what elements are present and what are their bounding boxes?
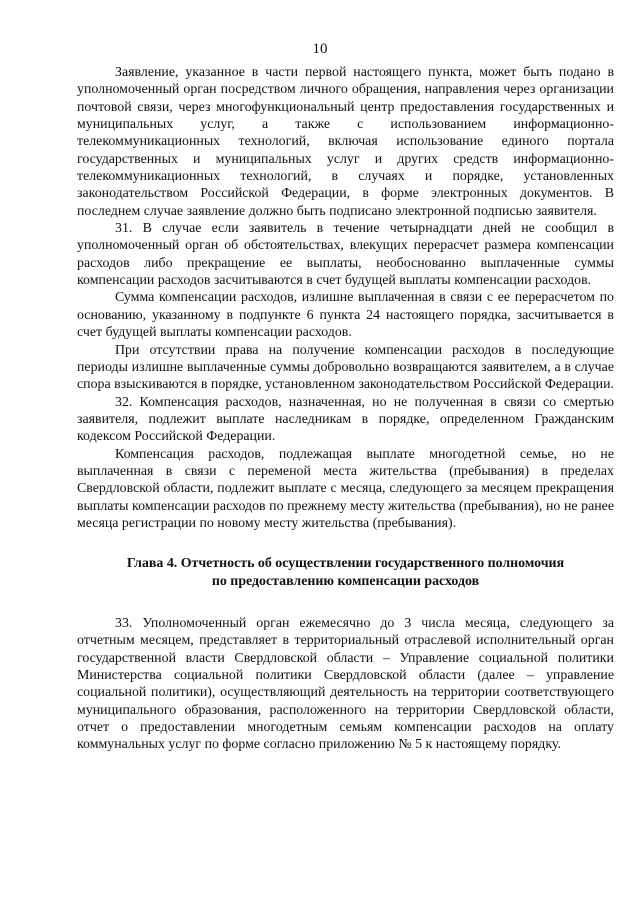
document-body (77, 64, 614, 754)
page-number: 10 (312, 41, 328, 57)
paragraph-change-of-residence: Компенсация расходов, подлежащая выплате многодетной семье, но не выплаченная в связи с переменой места жительства (пребывания) в пределах Свердловской области, подлежит выплате с месяца, следующего за месяцем прекращения выплаты компенсации расходов по прежнему месту жительства (пребывания), но не ранее месяца регистрации по новому месту жительства (пребывания). (77, 446, 614, 531)
paragraph-application-submission: Заявление, указанное в части первой настоящего пункта, может быть подано в уполномоченный орган посредством личного обращения, направления через организации почтовой связи, через многофункциональный центр предоставления государственных и муниципальных услуг, а также с использованием информационно-телекоммуникационных технологий, включая использование единого портала государственных и муниципальных услуг и других средств информационно-телекоммуникационных технологий, в случаях и порядке, установленных законодательством Российской Федерации, в форме электронных документов. В последнем случае заявление должно быть подписано электронной подписью заявителя. (77, 65, 614, 219)
paragraph-refund-of-overpayment: При отсутствии права на получение компенсации расходов в последующие периоды излишне выплаченные суммы добровольно возвращаются заявителем, а в случае спора взыскиваются в порядке, установленном законодательством Российской Федерации. (77, 342, 614, 393)
chapter-heading (77, 555, 614, 590)
paragraph-item-33: 33. Уполномоченный орган ежемесячно до 3 числа месяца, следующего за отчетным месяцем, представляет в территориальный отраслевой исполнительный орган государственной власти Свердловской области – Управление социальной политики Министерства социальной политики Свердловской области (далее – управление социальной политики), осуществляющий деятельность на территории соответствующего муниципального образования, расположенного на территории Свердловской области, отчет о предоставлении многодетным семьям компенсации расходов на оплату коммунальных услуг по форме согласно приложению № 5 к настоящему порядку. (77, 615, 614, 753)
spacer (77, 590, 614, 615)
spacer (77, 532, 614, 555)
paragraph-overpaid-amount: Сумма компенсации расходов, излишне выплаченная в связи с ее перерасчетом по основанию, указанному в подпункте 6 пункта 24 настоящего порядка, засчитывается в счет будущей выплаты компенсации расходов. (77, 290, 614, 341)
chapter-heading-line-1: Глава 4. Отчетность об осуществлении государственного полномочия (126, 556, 565, 572)
chapter-heading-line-2: по предоставлению компенсации расходов (211, 573, 480, 589)
paragraph-item-31: 31. В случае если заявитель в течение четырнадцати дней не сообщил в уполномоченный орган об обстоятельствах, влекущих перерасчет размера компенсации расходов либо прекращение ее выплаты, необоснованно выплаченные суммы компенсации расходов засчитываются в счет будущей выплаты компенсации расходов. (77, 221, 614, 289)
paragraph-item-32: 32. Компенсация расходов, назначенная, но не полученная в связи со смертью заявителя, подлежит выплате наследникам в порядке, определенном Гражданским кодексом Российской Федерации. (77, 394, 614, 445)
